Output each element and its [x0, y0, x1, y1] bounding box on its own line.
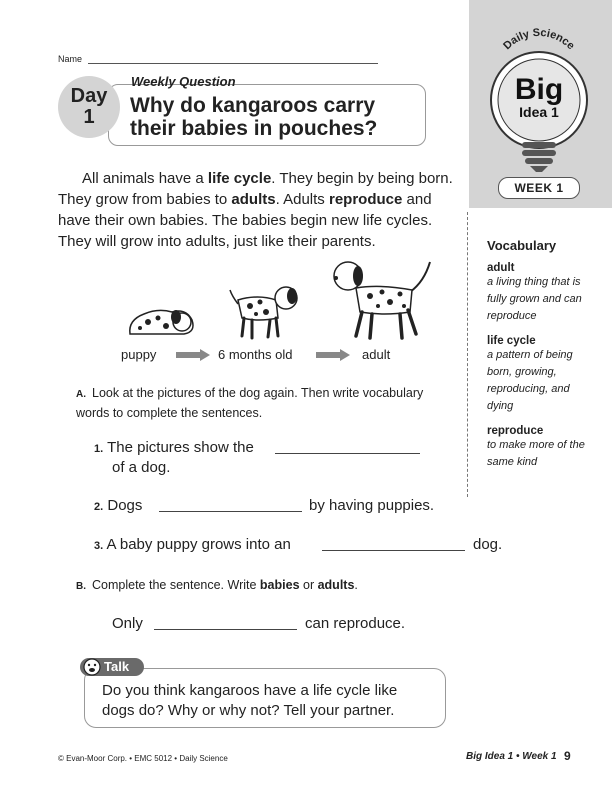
section-b-instructions: B. Complete the sentence. Write babies or adults.: [76, 578, 358, 592]
answer-blank-1[interactable]: [275, 453, 420, 454]
lightbulb-badge: [484, 28, 594, 178]
weekly-question-label: Weekly Question: [131, 74, 236, 89]
day-word: Day: [70, 85, 108, 107]
vocab-definition: to make more of the same kind: [487, 439, 585, 468]
badge-top-text: Daily Science: [501, 28, 577, 53]
name-line: [88, 63, 378, 64]
talking-face-icon: [82, 657, 102, 677]
stage-puppy: puppy: [121, 347, 157, 362]
day-badge: [58, 76, 120, 138]
young-dog-illustration: [228, 282, 302, 340]
answer-blank-3[interactable]: [322, 550, 465, 551]
stage-6-months: 6 months old: [218, 347, 293, 362]
adult-dog-illustration: [330, 258, 434, 340]
vocab-definition: a pattern of being born, growing, reproducing, and dying: [487, 349, 573, 412]
footer-copyright: © Evan-Moor Corp. • EMC 5012 • Daily Science: [58, 754, 228, 763]
puppy-illustration: [126, 300, 196, 340]
vocabulary-sidebar: [487, 238, 597, 481]
question-2-end: by having puppies.: [309, 497, 435, 514]
vocabulary-divider: [467, 212, 468, 497]
term-adults: adults: [231, 191, 276, 208]
section-b-before: Only: [112, 615, 143, 632]
question-3: 3. A baby puppy grows into an: [94, 536, 291, 553]
week-badge: WEEK 1: [498, 177, 580, 199]
answer-blank-b[interactable]: [154, 629, 297, 630]
term-reproduce: reproduce: [328, 191, 403, 208]
weekly-question: Why do kangaroos carry their babies in pouches?: [130, 94, 378, 140]
talk-label: Talk: [80, 658, 144, 676]
vocabulary-heading: Vocabulary: [487, 238, 557, 253]
name-label: Name: [58, 54, 83, 64]
vocab-term: reproduce: [487, 425, 544, 437]
question-2: 2. Dogs: [94, 497, 143, 514]
arrow-right-icon: [316, 349, 350, 361]
talk-prompt: Do you think kangaroos have a life cycle like dogs do? Why or why not? Tell your partner.: [102, 682, 398, 719]
question-1: 1. The pictures show the: [94, 439, 254, 456]
section-b-after: can reproduce.: [305, 615, 406, 632]
badge-big: Big: [514, 73, 564, 106]
vocab-term: adult: [487, 262, 515, 274]
arrow-right-icon: [176, 349, 210, 361]
vocab-definition: a living thing that is fully grown and can reproduce: [487, 276, 582, 322]
question-1-continued: of a dog.: [112, 459, 171, 476]
section-a-instructions: A. Look at the pictures of the dog again. Then write vocabulary words to complete the sentences.: [76, 386, 424, 420]
answer-blank-2[interactable]: [159, 511, 302, 512]
intro-paragraph: All animals have a life cycle. They begin by being born. They grow from babies to adults. Adults reproduce and have their own babies. The babies begin new life cycles. They will grow into adults, just like their parents.: [58, 170, 453, 250]
term-life-cycle: life cycle: [207, 170, 272, 187]
stage-adult: adult: [362, 347, 391, 362]
badge-idea: Idea 1: [519, 104, 559, 120]
page-number: 9: [564, 749, 571, 763]
footer-unit: Big Idea 1 • Week 1: [466, 751, 557, 762]
section-a-letter: A.: [76, 389, 86, 400]
day-number: 1: [83, 106, 95, 128]
question-3-end: dog.: [473, 536, 503, 553]
vocab-term: life cycle: [487, 335, 536, 347]
